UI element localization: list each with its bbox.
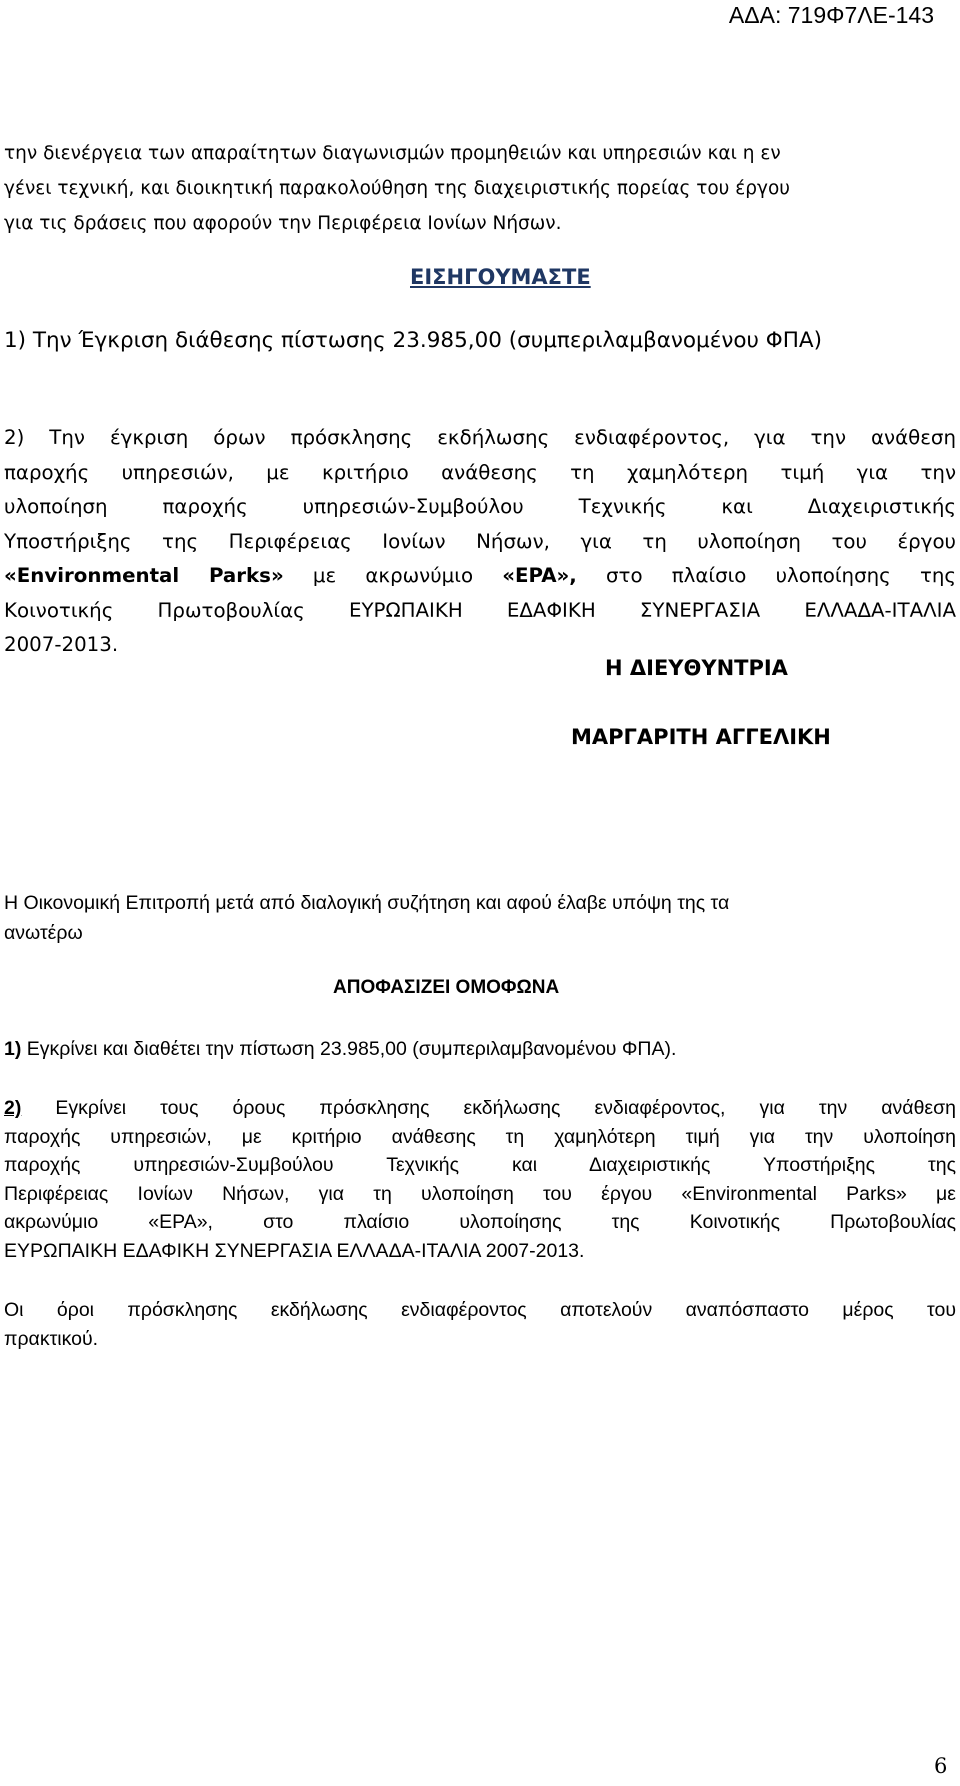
decision-item-2-line: παροχής υπηρεσιών, με κριτήριο ανάθεσης τη χαμηλότερη τιμή για την υλοποίηση <box>4 1125 956 1148</box>
text-span: στο πλαίσιο υλοποίησης της <box>576 564 957 587</box>
intro-line: γένει τεχνική, και διοικητική παρακολούθηση της διαχειριστικής πορείας του έργου <box>4 178 790 199</box>
proposal-item-2-line: 2007-2013. <box>4 633 119 656</box>
decision-item-1-number: 1) <box>4 1038 22 1060</box>
decision-heading: ΑΠΟΦΑΣΙΖΕΙ ΟΜΟΦΩΝΑ <box>333 977 560 998</box>
proposal-item-2 <box>4 421 956 663</box>
project-acronym: «EPA», <box>502 564 577 587</box>
page-number: 6 <box>934 1754 948 1778</box>
proposal-item-1: 1) Την Έγκριση διάθεσης πίστωσης 23.985,00 (συμπεριλαμβανομένου ΦΠΑ) <box>4 328 822 353</box>
decision-item-1 <box>4 1038 676 1061</box>
project-name: «Environmental Parks» <box>4 564 284 587</box>
decision-item-2-line: παροχής υπηρεσιών-Συμβούλου Τεχνικής και Διαχειριστικής Υποστήριξης της <box>4 1154 956 1176</box>
proposal-item-2-line: Υποστήριξης της Περιφέρειας Ιονίων Νήσων, για τη υλοποίηση του έργου <box>4 529 956 553</box>
proposal-item-2-line <box>4 559 956 594</box>
terms-line: Οι όροι πρόσκλησης εκδήλωσης ενδιαφέροντος αποτελούν αναπόσπαστο μέρος του <box>4 1299 956 1321</box>
decision-item-2-number: 2) <box>4 1097 22 1119</box>
terms-line: πρακτικού. <box>4 1328 99 1350</box>
proposal-item-2-line: υλοποίηση παροχής υπηρεσιών-Συμβούλου Τεχνικής και Διαχειριστικής <box>4 495 956 518</box>
committee-line: Η Οικονομική Επιτροπή μετά από διαλογική συζήτηση και αφού έλαβε υπόψη της τα <box>4 892 730 914</box>
committee-paragraph <box>4 888 956 948</box>
decision-item-2 <box>4 1094 956 1265</box>
director-title: Η ΔΙΕΥΘΥΝΤΡΙΑ <box>605 656 788 680</box>
proposal-heading: ΕΙΣΗΓΟΥΜΑΣΤΕ <box>410 265 591 289</box>
proposal-item-2-line: παροχής υπηρεσιών, με κριτήριο ανάθεσης τη χαμηλότερη τιμή για την <box>4 460 956 484</box>
decision-item-1-text: Εγκρίνει και διαθέτει την πίστωση 23.985,00 (συμπεριλαμβανομένου ΦΠΑ). <box>21 1038 677 1060</box>
intro-line: την διενέργεια των απαραίτητων διαγωνισμών προμηθειών και υπηρεσιών και η εν <box>4 143 781 164</box>
decision-item-2-line: ακρωνύμιο «EPA», στο πλαίσιο υλοποίησης της Κοινοτικής Πρωτοβουλίας <box>4 1211 956 1233</box>
committee-line: ανωτέρω <box>4 922 83 944</box>
intro-paragraph <box>4 136 954 241</box>
intro-line: για τις δράσεις που αφορούν την Περιφέρεια Ιονίων Νήσων. <box>4 213 562 234</box>
decision-item-2-line: Περιφέρειας Ιονίων Νήσων, για τη υλοποίηση του έργου «Environmental Parks» με <box>4 1182 956 1205</box>
proposal-item-2-line: 2) Την έγκριση όρων πρόσκλησης εκδήλωσης ενδιαφέροντος, για την ανάθεση <box>4 426 956 449</box>
text-span: με ακρωνύμιο <box>283 564 503 587</box>
proposal-item-2-line: Κοινοτικής Πρωτοβουλίας ΕΥΡΩΠΑΙΚΗ ΕΔΑΦΙΚΗ ΣΥΝΕΡΓΑΣΙΑ ΕΛΛΑΔΑ-ΙΤΑΛΙΑ <box>4 598 956 622</box>
decision-item-2-line <box>4 1094 956 1123</box>
ada-code: ΑΔΑ: 719Φ7ΛΕ-143 <box>728 2 934 28</box>
text-span: Εγκρίνει τους όρους πρόσκλησης εκδήλωσης ενδιαφέροντος, για την ανάθεση <box>21 1097 956 1119</box>
decision-item-2-line: ΕΥΡΩΠΑΙΚΗ ΕΔΑΦΙΚΗ ΣΥΝΕΡΓΑΣΙΑ ΕΛΛΑΔΑ-ΙΤΑΛΙΑ 2007-2013. <box>4 1239 585 1262</box>
terms-paragraph <box>4 1296 956 1354</box>
director-name: ΜΑΡΓΑΡΙΤΗ ΑΓΓΕΛΙΚΗ <box>571 725 831 749</box>
